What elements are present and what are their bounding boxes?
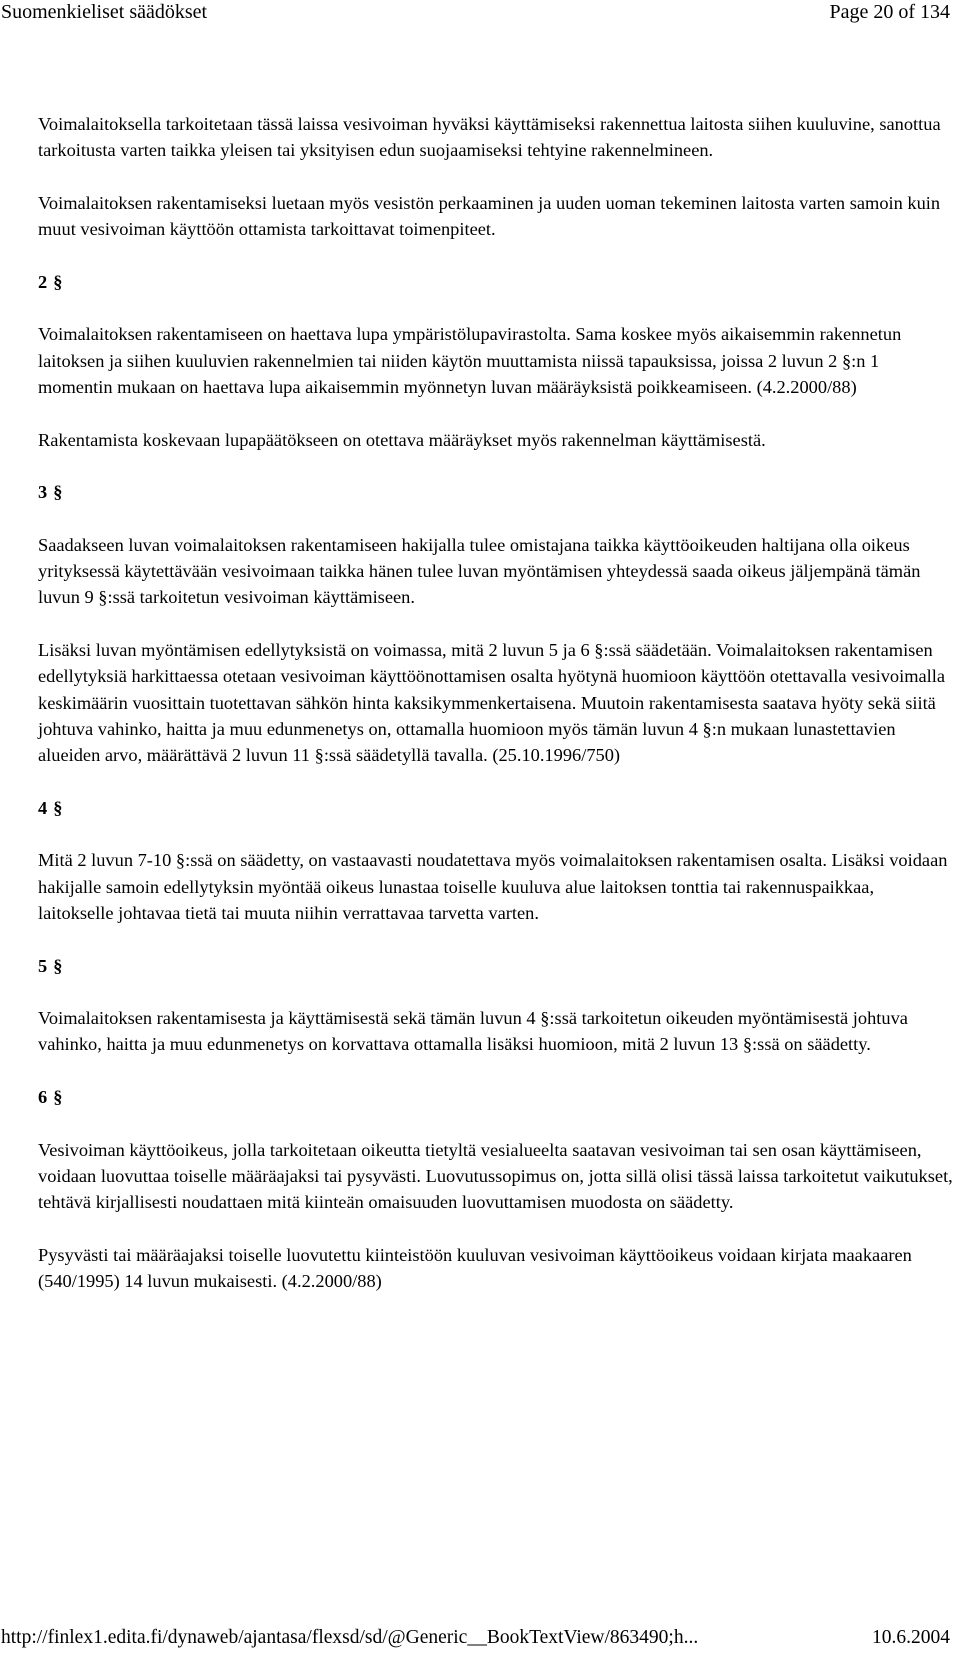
section-number: 2 — [38, 271, 48, 292]
paragraph: Voimalaitoksella tarkoitetaan tässä laissa vesivoiman hyväksi käyttämiseksi rakennettua laitosta siihen kuuluvine, sanottua tarkoitusta varten taikka yleisen tai yksityisen edun suojaamiseksi tehtyine rakennelmineen. — [38, 114, 941, 161]
section-sign: § — [53, 271, 63, 292]
text-run: Voimalaitoksen rakentamiseen on haettava lupa ympäristölupavirastolta. Sama koskee myös aikaisemmin rakennetun laitoksen ja siihen kuuluvien rakennelmien tai niiden käytön muuttamista niissä tapauksissa, joissa 2 luvun 2 — [38, 324, 902, 371]
paragraph — [38, 532, 953, 611]
section-number: 3 — [38, 482, 48, 503]
section-heading-3 — [38, 479, 953, 505]
text-run: Lisäksi luvan myöntämisen edellytyksistä on voimassa, mitä 2 luvun 5 ja 6 — [38, 639, 595, 660]
section-sign: § — [314, 745, 324, 766]
text-run: Mitä 2 luvun 7-10 — [38, 850, 176, 871]
paragraph — [38, 847, 953, 926]
section-sign: § — [53, 955, 63, 976]
section-heading-2 — [38, 269, 953, 295]
page-header — [0, 0, 960, 24]
document-body — [38, 111, 953, 1321]
section-heading-4 — [38, 795, 953, 821]
paragraph — [38, 637, 953, 768]
document-title: Suomenkieliset säädökset — [1, 1, 208, 23]
text-run: Voimalaitoksen rakentamisesta ja käyttämisestä sekä tämän luvun 4 — [38, 1008, 541, 1029]
text-run: :n mukaan lunastettavien alueiden arvo, määrättävä 2 luvun 11 — [38, 718, 896, 766]
text-run: :ssä säädetyllä tavalla. (25.10.1996/750) — [323, 745, 621, 766]
paragraph: Rakentamista koskevaan lupapäätökseen on otettava määräykset myös rakennelman käyttämisestä. — [38, 429, 766, 450]
source-url: http://finlex1.edita.fi/dynaweb/ajantasa/flexsd/sd/@Generic__BookTextView/863490;h... — [1, 1627, 699, 1648]
paragraph — [38, 1005, 953, 1058]
paragraph: Voimalaitoksen rakentamiseksi luetaan myös vesistön perkaaminen ja uuden uoman tekeminen laitosta varten samoin kuin muut vesivoiman käyttöön ottamista tarkoittavat toimenpiteet. — [38, 192, 941, 240]
text-run: :ssä on säädetty. — [752, 1034, 871, 1055]
section-sign: § — [742, 1034, 753, 1055]
section-sign: § — [53, 797, 63, 818]
section-sign: § — [175, 850, 186, 871]
paragraph — [38, 321, 953, 400]
page-footer — [1, 1624, 950, 1652]
page-number: Page 20 of 134 — [829, 1, 950, 23]
section-sign: § — [53, 1086, 63, 1107]
section-sign: § — [594, 639, 604, 660]
section-sign: § — [702, 718, 712, 739]
section-heading-6 — [38, 1084, 953, 1110]
section-sign: § — [841, 350, 852, 371]
section-number: 6 — [38, 1086, 48, 1107]
section-sign: § — [540, 1008, 550, 1029]
text-run: Saadakseen luvan voimalaitoksen rakentamiseen hakijalla tulee omistajana taikka käyttöoikeuden haltijana olla oikeus yrityksessä käytettävään vesivoimaan taikka hänen tulee luvan myöntämisen yhteydessä saada oikeus jäljempänä tämän luvun 9 — [38, 534, 921, 608]
section-number: 4 — [38, 797, 48, 818]
section-number: 5 — [38, 955, 48, 976]
text-run: :ssä tarkoitetun oikeuden myöntämisestä johtuva vahinko, haitta ja muu edunmenetys on korvattava ottamalla lisäksi huomioon, mitä 2 luvun 13 — [38, 1008, 908, 1055]
section-sign: § — [98, 587, 108, 608]
text-run: :ssä tarkoitetun vesivoiman käyttämiseen. — [107, 587, 415, 608]
text-run: :ssä säädetään. Voimalaitoksen rakentamisen edellytyksiä harkittaessa otetaan vesivoiman käyttöönottamisen osalta hyötynä huomioon käyttöön otettavalla vesivoimalla keskimäärin vuosittain tuotettavan sähkön hinta kaksikymmenkertaisena. Muutoin rakentamisesta saatava hyöty sekä siitä johtuva vahinko, haitta ja muu edunmenetys on, ottamalla huomioon myös tämän luvun 4 — [38, 639, 946, 739]
section-sign: § — [53, 482, 63, 503]
paragraph: Vesivoiman käyttöoikeus, jolla tarkoitetaan oikeutta tietyltä vesialueelta saatavan vesivoiman tai sen osan käyttämiseen, voidaan luovuttaa toiselle määräajaksi tai pysyvästi. Luovutussopimus on, jotta sillä olisi tässä laissa tarkoitetut vaikutukset, tehtävä kirjallisesti noudattaen mitä kiinteän omaisuuden luovuttamisen muodosta on säädetty. — [38, 1139, 953, 1213]
text-run: :ssä on säädetty, on vastaavasti noudatettava myös voimalaitoksen rakentamisen osalta. Lisäksi voidaan hakijalle samoin edellytyksin myöntää oikeus lunastaa toiselle kuuluva alue laitoksen tonttia tai rakennuspaikkaa, laitokselle johtavaa tietä tai muuta niihin verrattavaa tarvetta varten. — [38, 850, 948, 923]
text-run: :n 1 momentin mukaan on haettava lupa aikaisemmin myönnetyn luvan määräyksistä poikkeamiseen. (4.2.2000/88) — [38, 350, 880, 397]
print-date: 10.6.2004 — [872, 1627, 950, 1648]
paragraph: Pysyvästi tai määräajaksi toiselle luovutettu kiinteistöön kuuluvan vesivoiman käyttöoikeus voidaan kirjata maakaaren (540/1995) 14 luvun mukaisesti. (4.2.2000/88) — [38, 1244, 912, 1292]
section-heading-5 — [38, 953, 953, 979]
